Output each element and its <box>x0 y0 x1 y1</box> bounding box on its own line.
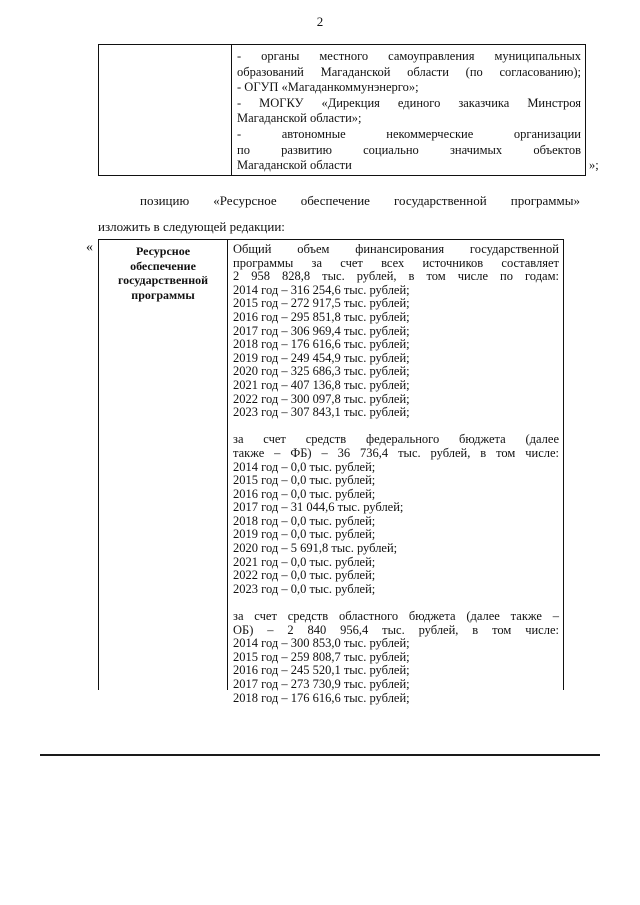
regional-year-line: 2018 год – 176 616,6 тыс. рублей; <box>233 690 410 705</box>
spacer <box>233 596 559 610</box>
executor-line: - органы местного самоуправления муниципальных <box>237 49 581 63</box>
executors-cell <box>237 49 581 174</box>
executor-line: - МОГКУ «Дирекция единого заказчика Минстроя <box>237 95 581 110</box>
spacer <box>233 420 559 434</box>
table-column-divider <box>227 240 228 690</box>
federal-year-line: 2021 год – 0,0 тыс. рублей; <box>233 554 376 569</box>
total-year-line: 2022 год – 300 097,8 тыс. рублей; <box>233 391 410 406</box>
page-bottom-rule <box>40 754 600 756</box>
previous-position-table <box>98 44 586 176</box>
total-year-line: 2014 год – 316 254,6 тыс. рублей; <box>233 282 410 297</box>
regional-intro-line: за счет средств областного бюджета (далее также – <box>233 609 559 624</box>
federal-year-line: 2014 год – 0,0 тыс. рублей; <box>233 459 376 474</box>
position-header <box>103 244 223 302</box>
total-year-line: 2020 год – 325 686,3 тыс. рублей; <box>233 364 410 379</box>
total-year-line: 2015 год – 272 917,5 тыс. рублей; <box>233 296 410 311</box>
federal-year-line: 2017 год – 31 044,6 тыс. рублей; <box>233 500 404 515</box>
total-year-line: 2016 год – 295 851,8 тыс. рублей; <box>233 309 410 324</box>
closing-quote: »; <box>589 158 599 172</box>
position-header-line: Ресурсное <box>135 244 191 258</box>
federal-year-line: 2016 год – 0,0 тыс. рублей; <box>233 486 376 501</box>
federal-year-line: 2023 год – 0,0 тыс. рублей; <box>233 581 376 596</box>
total-year-line: 2017 год – 306 969,4 тыс. рублей; <box>233 323 410 338</box>
federal-year-line: 2019 год – 0,0 тыс. рублей; <box>233 527 376 542</box>
executor-line: Магаданской области <box>237 158 352 173</box>
resource-provision-table <box>98 239 564 705</box>
federal-intro-line: за счет средств федерального бюджета (далее <box>233 432 559 447</box>
total-intro-line: Общий объем финансирования государственной <box>233 242 559 256</box>
total-year-line: 2021 год – 407 136,8 тыс. рублей; <box>233 377 410 392</box>
federal-year-line: 2020 год – 5 691,8 тыс. рублей; <box>233 541 398 556</box>
regional-year-line: 2015 год – 259 808,7 тыс. рублей; <box>233 649 410 664</box>
table-column-divider <box>231 45 232 175</box>
executor-line: по развитию социально значимых объектов <box>237 142 581 157</box>
total-intro-line: программы за счет всех источников составляет <box>233 255 559 270</box>
federal-year-line: 2018 год – 0,0 тыс. рублей; <box>233 513 376 528</box>
regional-intro-line: ОБ) – 2 840 956,4 тыс. рублей, в том числе: <box>233 622 559 637</box>
regional-year-line: 2014 год – 300 853,0 тыс. рублей; <box>233 636 410 651</box>
intro-paragraph-line-2: изложить в следующей редакции: <box>98 219 285 234</box>
page-number: 2 <box>316 14 324 29</box>
total-year-line: 2023 год – 307 843,1 тыс. рублей; <box>233 405 410 420</box>
position-header-line: обеспечение <box>130 258 196 273</box>
opening-quote: « <box>86 240 93 255</box>
federal-intro-line: также – ФБ) – 36 736,4 тыс. рублей, в том числе: <box>233 445 559 460</box>
intro-paragraph-line-1: позицию «Ресурсное обеспечение государственной программы» <box>140 193 580 208</box>
executor-line: Магаданской области»; <box>237 111 362 126</box>
position-header-line: государственной <box>117 273 209 287</box>
financing-description <box>233 243 559 705</box>
position-header-line: программы <box>131 287 195 302</box>
executor-line: образований Магаданской области (по согласованию); <box>237 64 581 79</box>
executor-line: - ОГУП «Магаданкоммунэнерго»; <box>237 80 419 95</box>
executor-line: - автономные некоммерческие организации <box>237 126 581 141</box>
regional-year-line: 2016 год – 245 520,1 тыс. рублей; <box>233 663 410 678</box>
total-year-line: 2018 год – 176 616,6 тыс. рублей; <box>233 337 410 352</box>
federal-year-line: 2015 год – 0,0 тыс. рублей; <box>233 473 376 488</box>
regional-year-line: 2017 год – 273 730,9 тыс. рублей; <box>233 677 410 691</box>
federal-year-line: 2022 год – 0,0 тыс. рублей; <box>233 568 376 583</box>
total-year-line: 2019 год – 249 454,9 тыс. рублей; <box>233 350 410 365</box>
total-intro-line: 2 958 828,8 тыс. рублей, в том числе по годам: <box>233 269 559 284</box>
